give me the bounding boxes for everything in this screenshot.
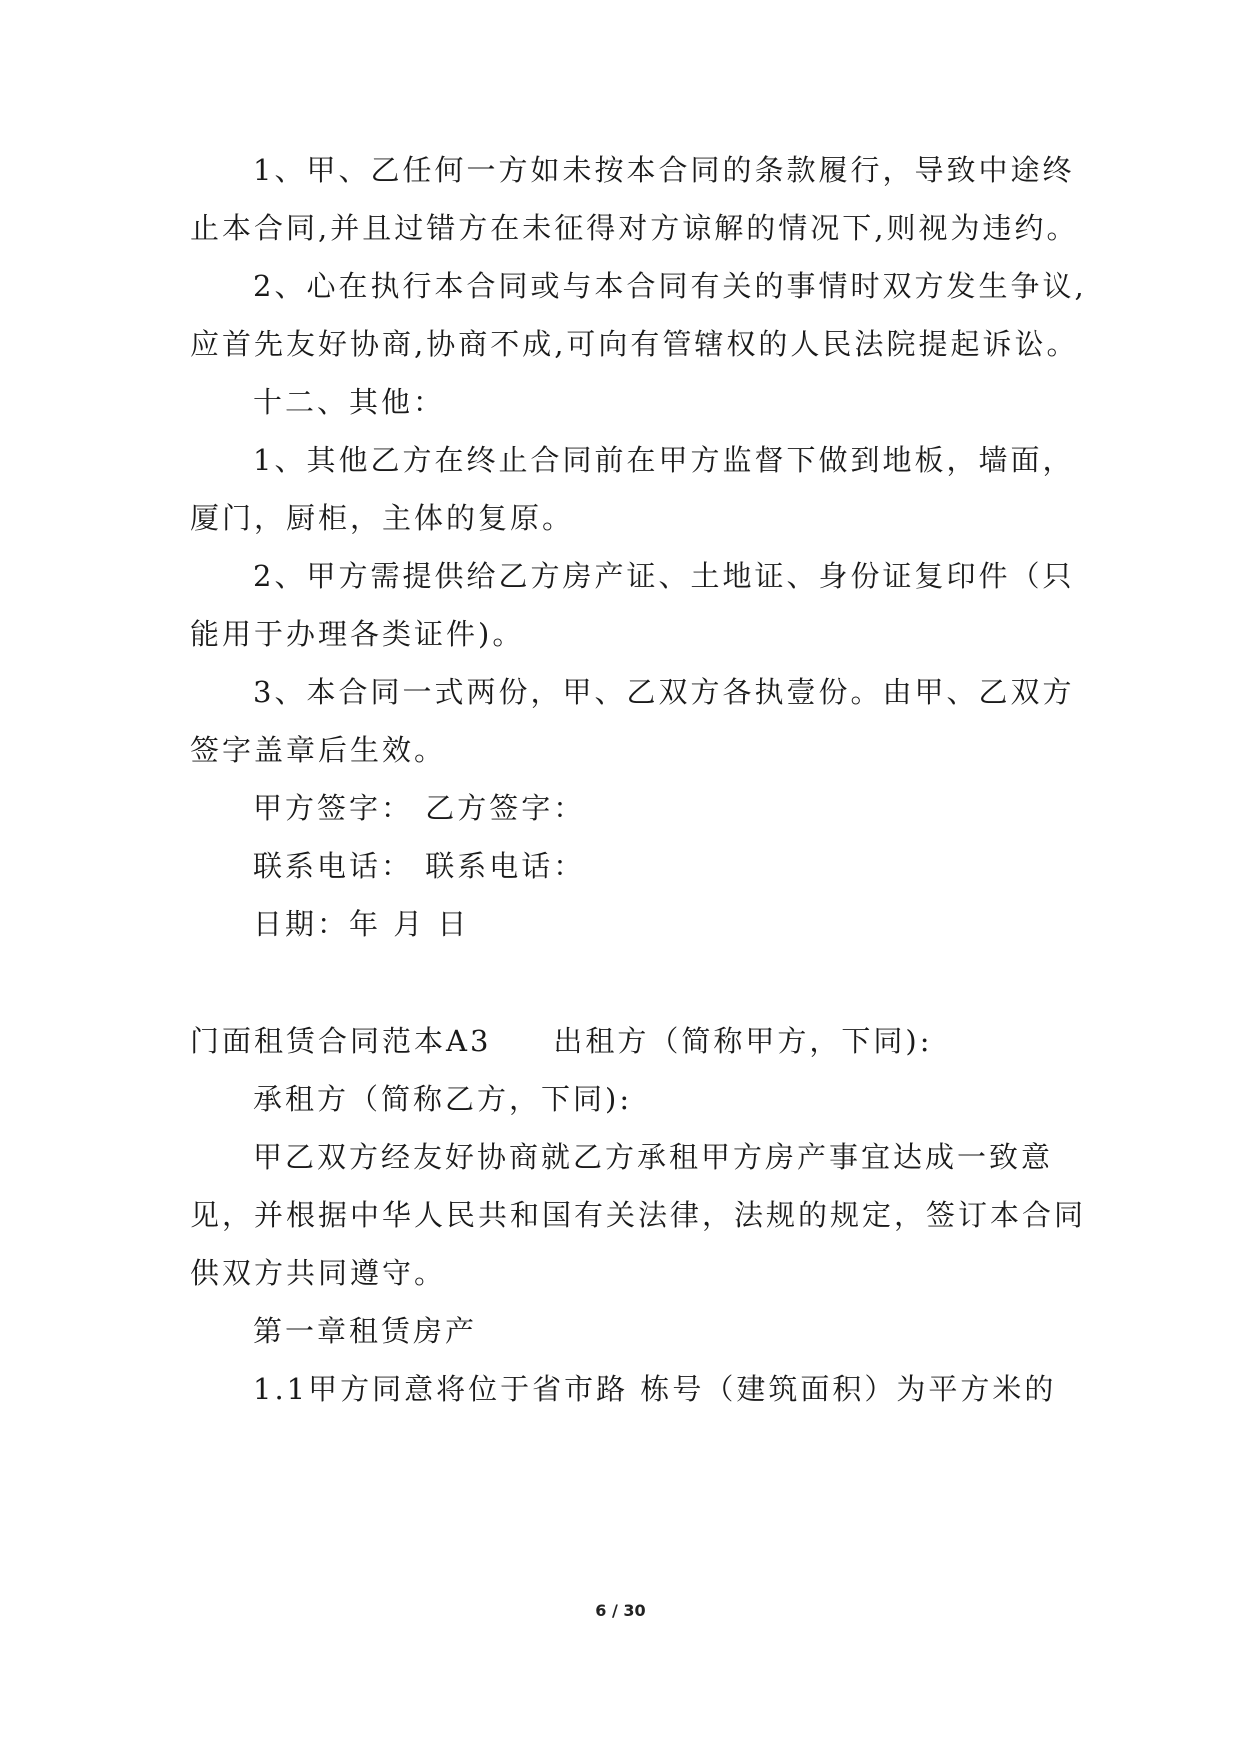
paragraph-line: 供双方共同遵守。: [190, 1256, 447, 1290]
contract-title-line: [190, 1021, 933, 1061]
signature-line: 甲方签字： 乙方签字：: [253, 791, 586, 825]
paragraph-line: 能用于办理各类证件)。: [190, 617, 525, 651]
paragraph-line: 2、心在执行本合同或与本合同有关的事情时双方发生争议,: [253, 269, 1087, 303]
lessor-label: 出租方（简称甲方，下同):: [553, 1024, 933, 1058]
phone-line: 联系电话： 联系电话：: [253, 849, 586, 883]
paragraph-line: 1.1甲方同意将位于省市路 栋号（建筑面积）为平方米的: [253, 1372, 1057, 1406]
paragraph-line: 2、甲方需提供给乙方房产证、土地证、身份证复印件（只: [253, 559, 1075, 593]
section-heading: 十二、其他：: [253, 385, 446, 419]
paragraph-line: 厦门，厨柜，主体的复原。: [190, 501, 575, 535]
paragraph-line: 应首先友好协商,协商不成,可向有管辖权的人民法院提起诉讼。: [190, 327, 1079, 361]
paragraph-line: 1、其他乙方在终止合同前在甲方监督下做到地板，墙面，: [253, 443, 1075, 477]
contract-title: 门面租赁合同范本A3: [190, 1024, 492, 1058]
paragraph-line: 签字盖章后生效。: [190, 733, 447, 767]
paragraph-line: 1、甲、乙任何一方如未按本合同的条款履行，导致中途终: [253, 153, 1075, 187]
chapter-heading: 第一章租赁房产: [253, 1314, 478, 1348]
paragraph-line: 见，并根据中华人民共和国有关法律，法规的规定，签订本合同: [190, 1198, 1087, 1232]
paragraph-line: 甲乙双方经友好协商就乙方承租甲方房产事宜达成一致意: [253, 1140, 1054, 1174]
lessee-label: 承租方（简称乙方，下同):: [253, 1082, 633, 1116]
date-line: 日期：年 月 日: [253, 907, 470, 941]
paragraph-line: 止本合同,并且过错方在未征得对方谅解的情况下,则视为违约。: [190, 211, 1079, 245]
paragraph-line: 3、本合同一式两份，甲、乙双方各执壹份。由甲、乙双方: [253, 675, 1075, 709]
page-number: 6 / 30: [595, 1601, 646, 1620]
